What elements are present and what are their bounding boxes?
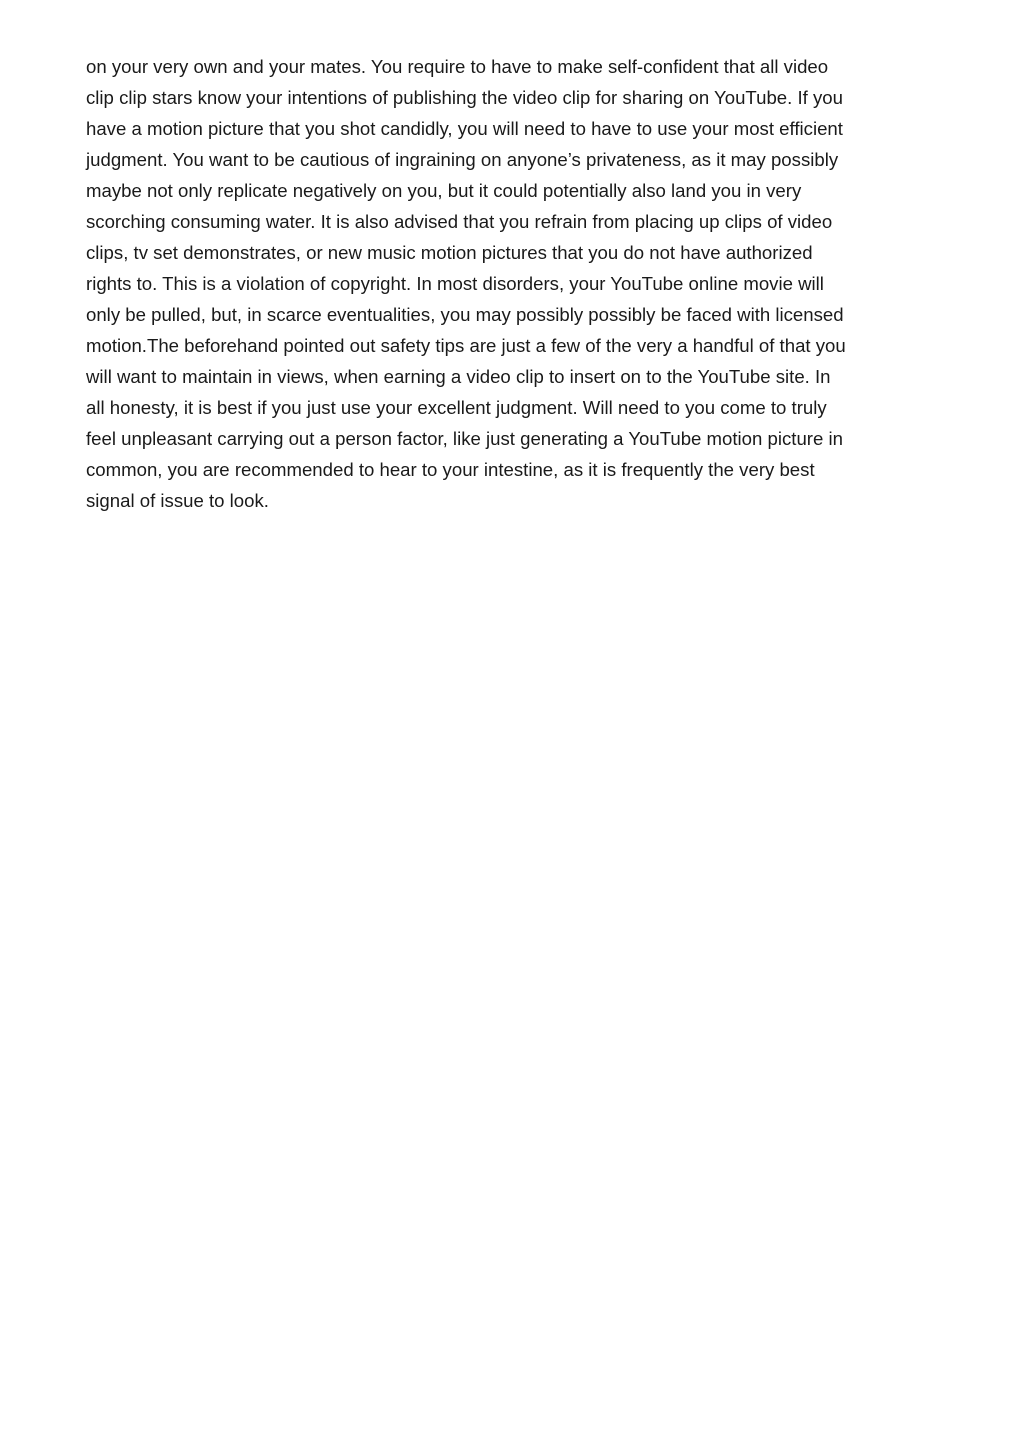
text-line: motion.The beforehand pointed out safety tips are just a few of the very a handful of that you	[86, 335, 846, 356]
text-line: all honesty, it is best if you just use your excellent judgment. Will need to you come to truly	[86, 397, 827, 418]
text-line: will want to maintain in views, when earning a video clip to insert on to the YouTube site. In	[86, 366, 831, 387]
text-line: rights to. This is a violation of copyright. In most disorders, your YouTube online movie will	[86, 273, 824, 294]
text-line: judgment. You want to be cautious of ingraining on anyone’s privateness, as it may possibly	[86, 149, 839, 170]
text-line: clip clip stars know your intentions of publishing the video clip for sharing on YouTube. If you	[86, 87, 843, 108]
text-line: on your very own and your mates. You require to have to make self-confident that all video	[86, 56, 829, 77]
text-line: feel unpleasant carrying out a person factor, like just generating a YouTube motion picture in	[86, 428, 843, 449]
text-line: have a motion picture that you shot candidly, you will need to have to use your most efficient	[86, 118, 843, 139]
text-line: common, you are recommended to hear to your intestine, as it is frequently the very best	[86, 459, 815, 480]
body-paragraph	[86, 51, 946, 516]
text-line: maybe not only replicate negatively on you, but it could potentially also land you in very	[86, 180, 802, 201]
text-line: signal of issue to look.	[86, 490, 269, 511]
text-line: clips, tv set demonstrates, or new music motion pictures that you do not have authorized	[86, 242, 813, 263]
text-line: only be pulled, but, in scarce eventualities, you may possibly possibly be faced with licensed	[86, 304, 844, 325]
text-line: scorching consuming water. It is also advised that you refrain from placing up clips of video	[86, 211, 833, 232]
